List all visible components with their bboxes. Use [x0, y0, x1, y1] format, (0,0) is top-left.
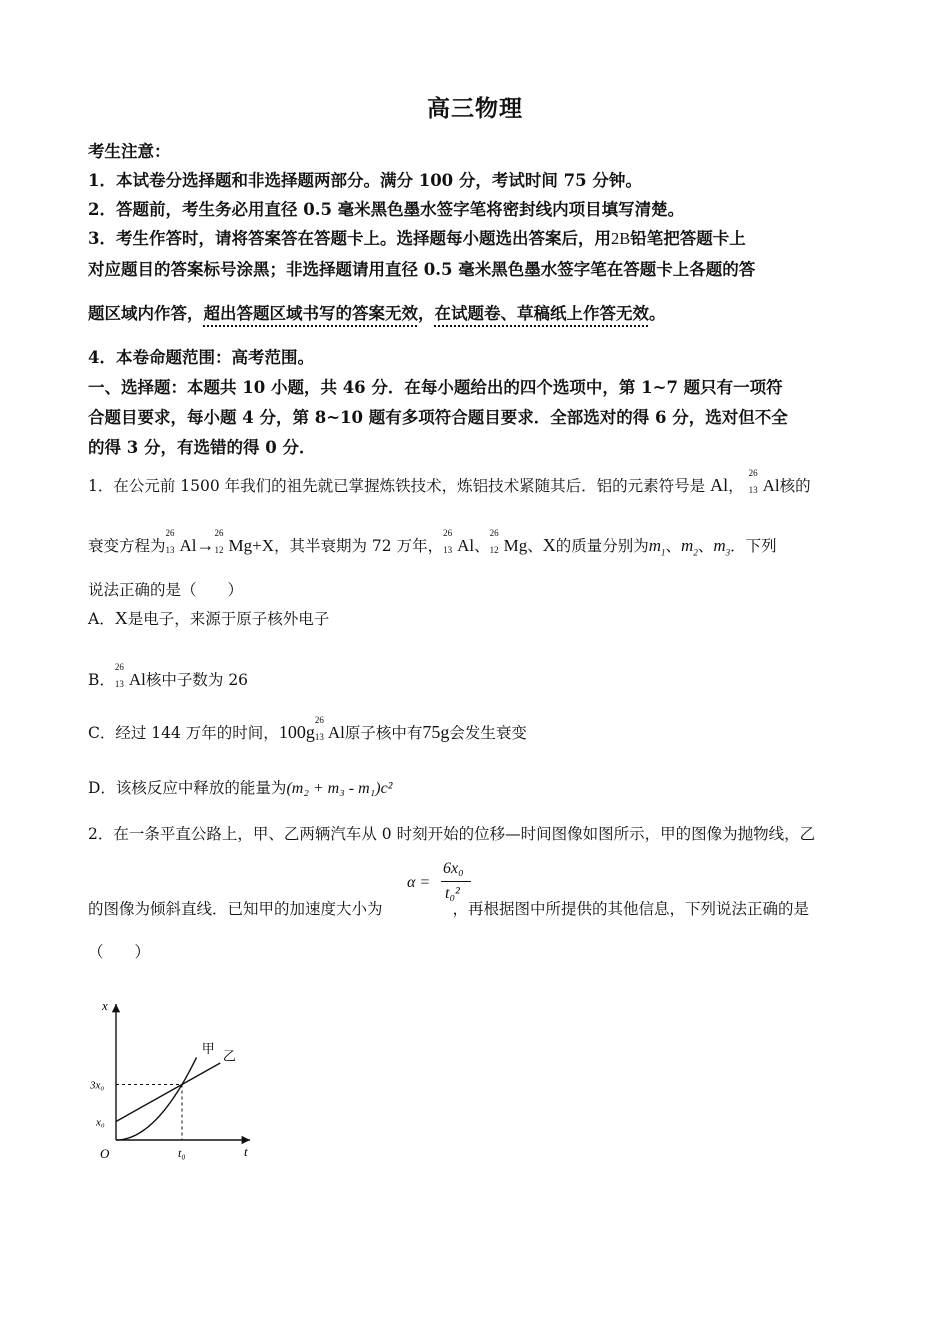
notice-item-4: 4．本卷命题范围：高考范围。: [88, 348, 314, 367]
section-1-line-2: 合题目要求，每小题 4 分，第 8~10 题有多项符合题目要求．全部选对的得 6 分，选对但不全: [88, 408, 788, 427]
q1-line-2: 衰变方程为 26 13 Al→ 26 12 Mg+X，其半衰期为 72 万年， 26 13 Al、 26 12 Mg、X的质量分别为$m_1$、$m_2$、$m_3$．下列: [88, 528, 777, 558]
series-label-yi: 乙: [222, 1048, 236, 1064]
text: 的质量分别为: [555, 537, 649, 555]
text: 1．在公元前 1500 年我们的祖先就已掌握炼铁技术，炼铝技术紧随其后．铝的元素符号是: [88, 477, 706, 495]
text: 核的: [779, 477, 811, 495]
al-26-nuclide: 26 13 Al: [114, 662, 146, 689]
y-axis-label: x: [102, 998, 108, 1013]
text: 题区域内作答，: [88, 304, 204, 323]
notice-item-3-line-3: [88, 300, 666, 324]
text: 衰变方程为: [88, 537, 166, 555]
q1-line-3: 说法正确的是（ ）: [88, 581, 244, 599]
x-tick-label: t₀: [178, 1146, 186, 1160]
element-symbol: Al: [710, 475, 729, 495]
text: 铅笔把答题卡上: [630, 229, 746, 248]
q2-line-3: （ ）: [88, 943, 151, 961]
section-1-line-3: 的得 3 分，有选错的得 0 分．: [88, 438, 316, 457]
q1-option-a: A．X是电子，来源于原子核外电子: [88, 608, 330, 628]
text: 3．考生作答时，请将答案答在答题卡上。选择题每小题选出答案后，用: [88, 229, 611, 248]
y-tick-label: 3x₀: [90, 1079, 105, 1092]
energy-formula: (m₂ + m₃ - m₁)c²: [286, 780, 393, 797]
notice-item-3-line-1: [88, 225, 746, 249]
q2-line-1: 2．在一条平直公路上，甲、乙两辆汽车从 0 时刻开始的位移—时间图像如图所示，甲的图像为抛物线，乙: [88, 825, 816, 843]
q1-line-1: [88, 468, 811, 496]
text: 。: [649, 304, 666, 323]
page-title: 高三物理: [427, 95, 523, 122]
series-label-jia: 甲: [201, 1041, 215, 1057]
origin-label: O: [100, 1146, 110, 1161]
notice-item-3-line-2: 对应题目的答案标号涂黑；非选择题请用直径 0.5 毫米黑色墨水签字笔在答题卡上各题的答: [88, 260, 756, 279]
q1-option-b: B． 26 13 Al核中子数为 26: [88, 662, 249, 689]
series-yi-line: [116, 1063, 220, 1121]
text: ，其半衰期为 72 万年，: [274, 537, 444, 555]
x-axis-label: t: [244, 1144, 248, 1159]
al-26-nuclide: 26 13 Al: [314, 715, 345, 742]
section-1-line-1: 一、选择题：本题共 10 小题，共 46 分．在每小题给出的四个选项中，第 1~7 题只有一项符: [88, 378, 783, 397]
text: ，: [728, 477, 744, 495]
emphasis-text: 在试题卷、草稿纸上作答无效: [434, 304, 649, 323]
notice-heading: 考生注意：: [88, 142, 171, 161]
text: ．下列: [730, 537, 777, 555]
mass-m1: $m_1$: [648, 536, 666, 558]
q1-option-c: C．经过 144 万年的时间，100g 26 13 Al原子核中有75g会发生衰变: [88, 715, 527, 742]
mg-26-nuclide: 26 12 Mg: [489, 528, 528, 555]
q2-line-2: 的图像为倾斜直线．已知甲的加速度大小为 ，再根据图中所提供的其他信息，下列说法正确的是: [88, 900, 810, 918]
y-tick-label: x₀: [96, 1116, 105, 1129]
al-26-nuclide: 26 13 Al: [443, 528, 475, 555]
q1-option-d: D．该核反应中释放的能量为(m₂ + m₃ - m₁)c²: [88, 779, 393, 797]
al-26-nuclide: 26 13 Al: [165, 528, 197, 555]
arrow: →: [196, 535, 215, 555]
mass-m2: $m_2$: [681, 536, 698, 558]
al-26-nuclide: 26 13 Al: [748, 468, 780, 495]
text: ，: [418, 304, 435, 323]
particle-x: X: [542, 535, 556, 555]
emphasis-text: 超出答题区域书写的答案无效: [203, 304, 418, 323]
displacement-time-graph: [88, 992, 268, 1168]
mg-26-nuclide: 26 12 Mg+X: [214, 528, 274, 555]
mass-m3: $m_3$: [713, 536, 731, 558]
notice-item-2: 2．答题前，考生务必用直径 0.5 毫米黑色墨水签字笔将密封线内项目填写清楚。: [88, 200, 685, 219]
pencil-grade: 2B: [610, 229, 631, 248]
notice-item-1: 1．本试卷分选择题和非选择题两部分。满分 100 分，考试时间 75 分钟。: [88, 171, 642, 190]
